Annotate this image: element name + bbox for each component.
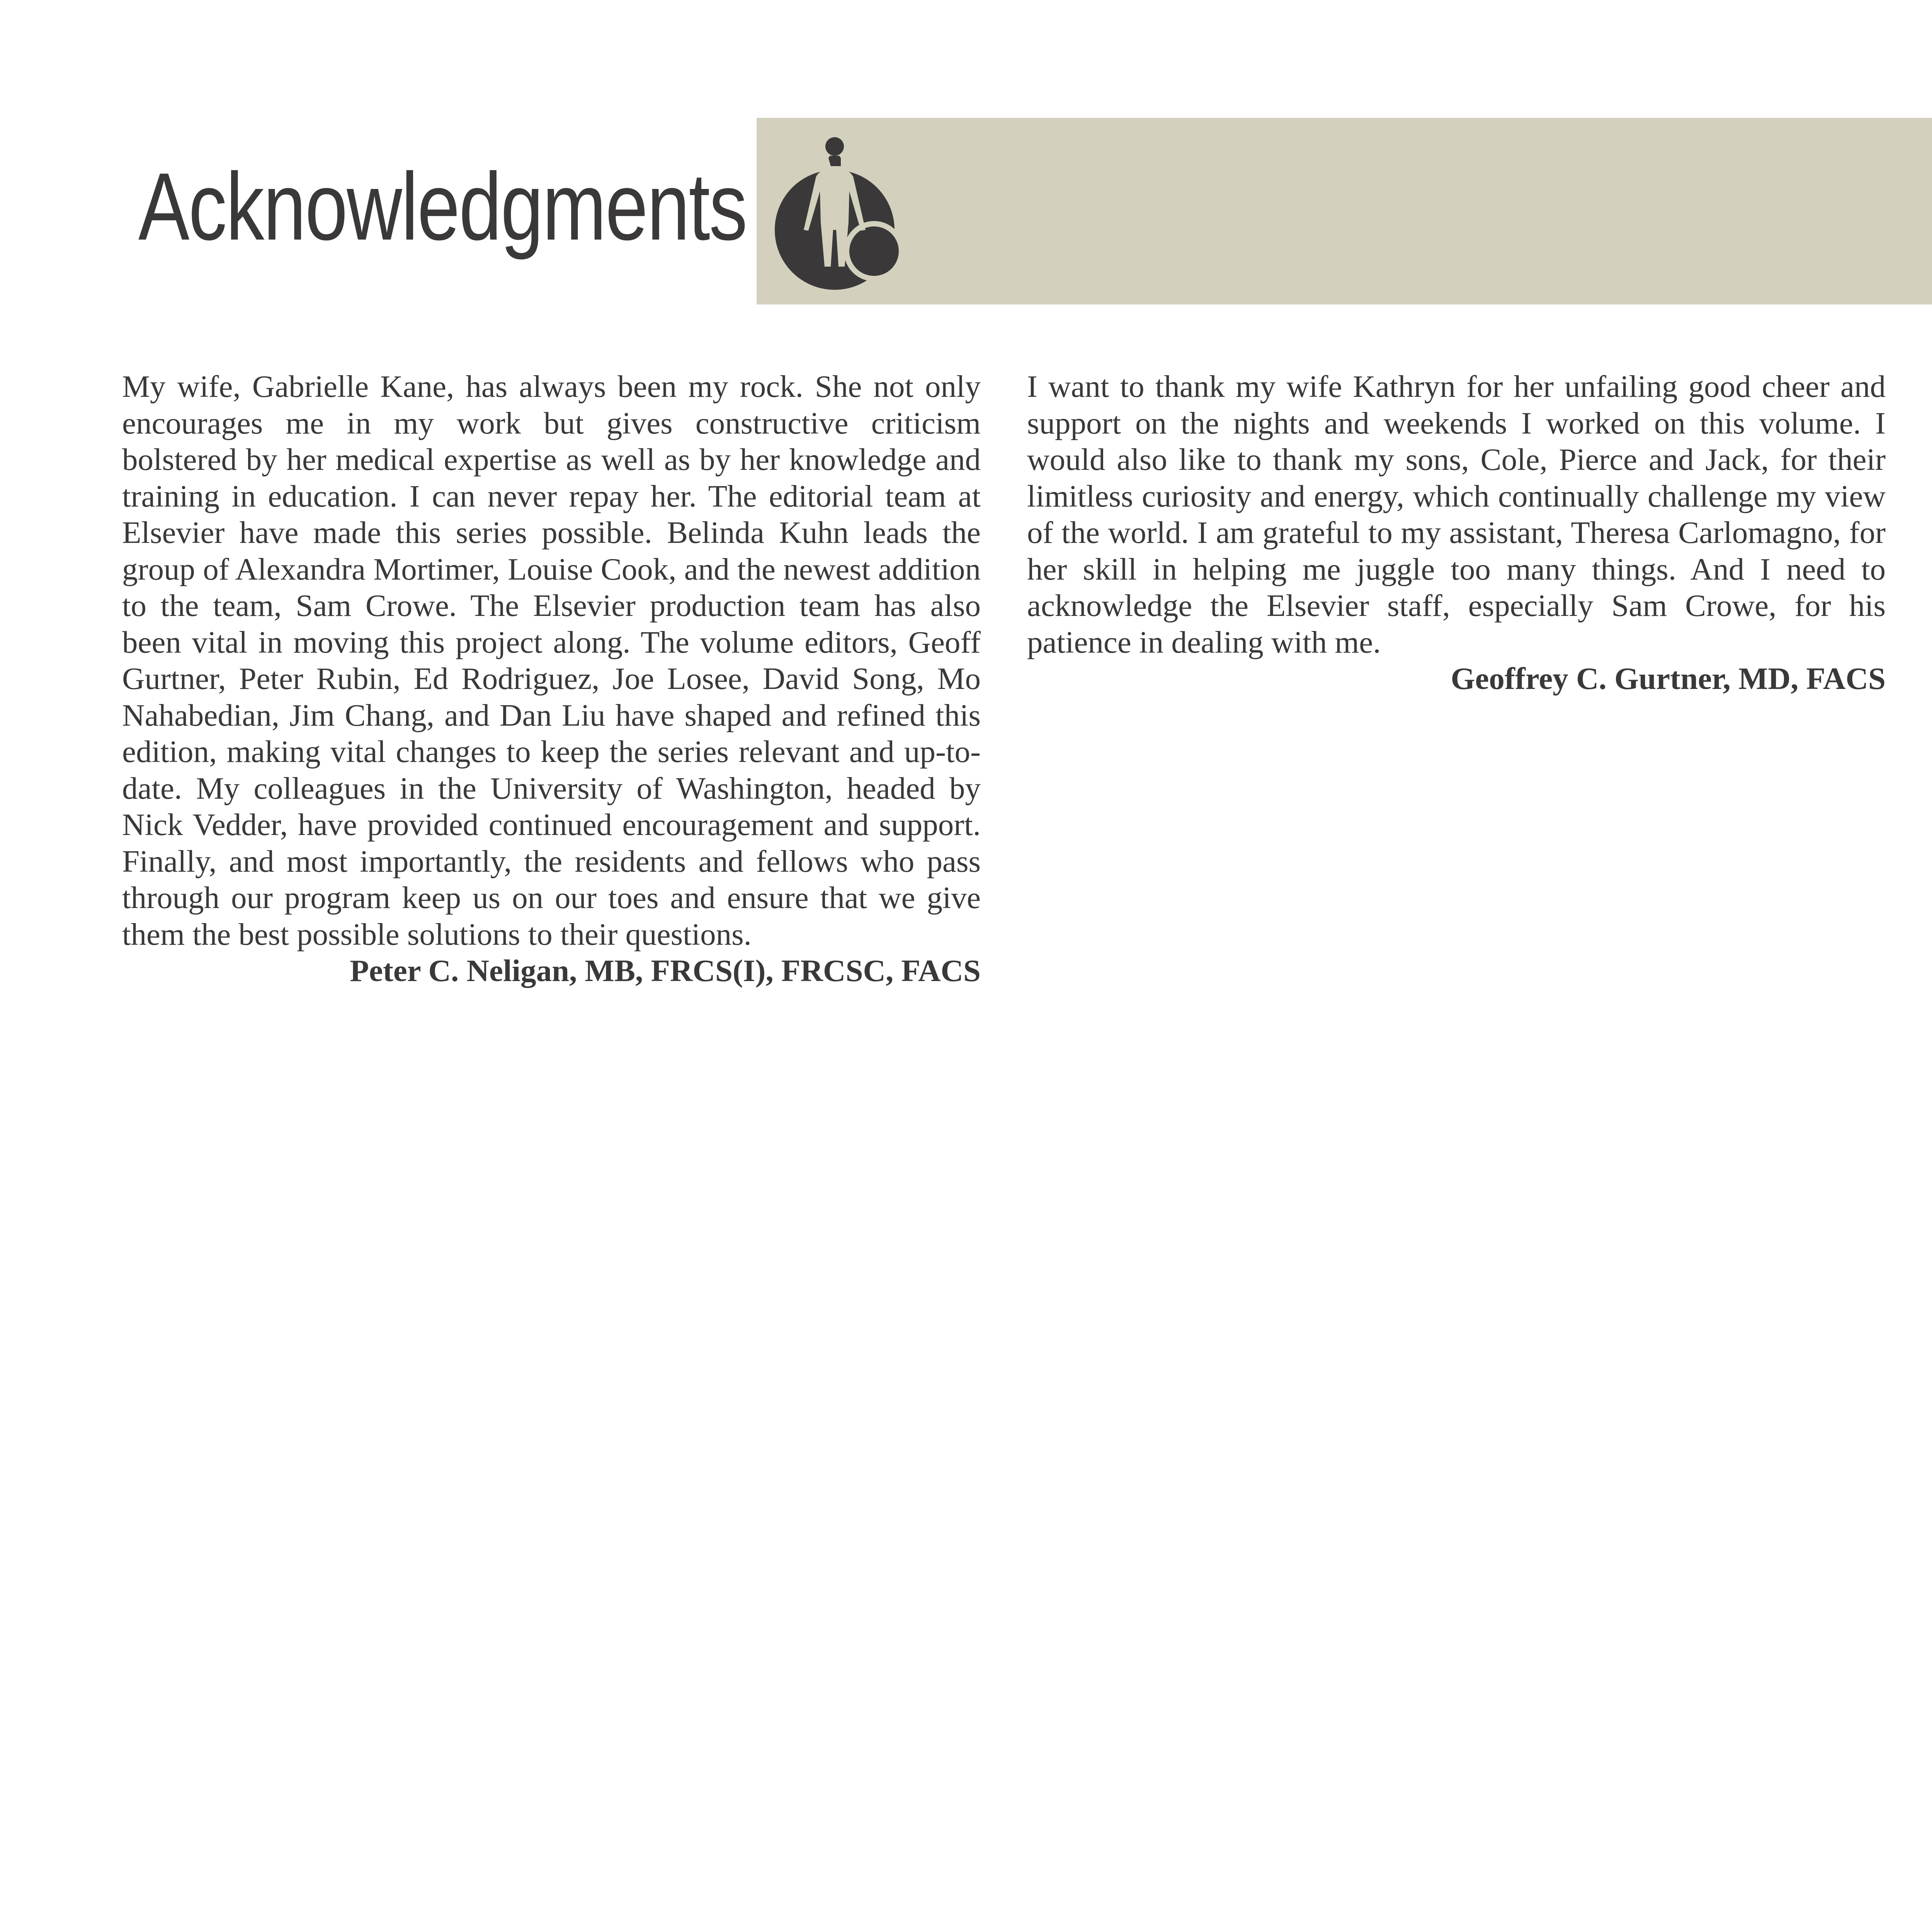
left-column-paragraph: My wife, Gabrielle Kane, has always been my rock. She not only encourages me in my work but gives constructive criticism bolstered by her medical expertise as well as by her knowledge and training in education. I can never repay her. The editorial team at Elsevier have made this series possible. Belinda Kuhn leads the group of Alexandra Mortimer, Louise Cook, and the newest addition to the team, Sam Crowe. The Elsevier production team has also been vital in moving this project along. The volume editors, Geoff Gurtner, Peter Rubin, Ed Rodriguez, Joe Losee, David Song, Mo Nahabedian, Jim Chang, and Dan Liu have shaped and refined this edition, making vital changes to keep the series relevant and up-to-date. My colleagues in the University of Washington, headed by Nick Vedder, have provided continued encouragement and support. Finally, and most importantly, the residents and fellows who pass through our program keep us on our toes and ensure that we give them the best possible solutions to their questions. bbox=[122, 369, 981, 952]
left-column-signature: Peter C. Neligan, MB, FRCS(I), FRCSC, FACS bbox=[350, 953, 981, 988]
right-column-paragraph: I want to thank my wife Kathryn for her unfailing good cheer and support on the nights and weekends I worked on this volume. I would also like to thank my sons, Cole, Pierce and Jack, for their limitless curiosity and energy, which continually challenge my view of the world. I am grateful to my assistant, Theresa Carlomagno, for her skill in helping me juggle too many things. And I need to acknowledge the Elsevier staff, especially Sam Crowe, for his patience in dealing with me. bbox=[1027, 369, 1886, 660]
page-title: Acknowledgments bbox=[138, 153, 747, 260]
right-column bbox=[1027, 368, 1886, 697]
right-column-signature: Geoffrey C. Gurtner, MD, FACS bbox=[1451, 661, 1886, 696]
left-column bbox=[122, 368, 981, 989]
header-band bbox=[757, 118, 1932, 304]
human-figure-globe-icon bbox=[773, 133, 912, 296]
